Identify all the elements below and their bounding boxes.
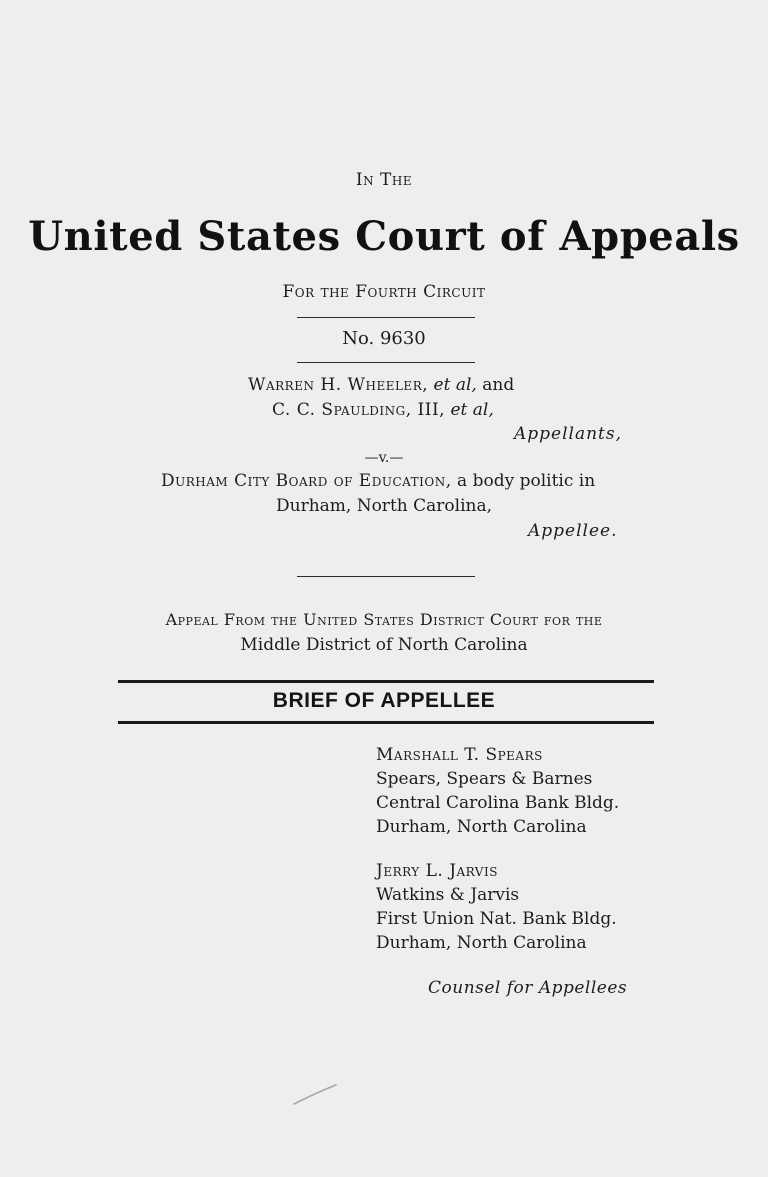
appellee-line-1 bbox=[161, 471, 595, 491]
brief-title: BRIEF OF APPELLEE bbox=[272, 689, 496, 712]
divider-upper bbox=[297, 317, 475, 318]
appellee-description: a body politic in bbox=[457, 471, 596, 491]
brief-rule-top bbox=[118, 680, 654, 683]
and-word: and bbox=[482, 375, 515, 395]
counsel-2-firm: Watkins & Jarvis bbox=[376, 885, 520, 905]
appellants-label: Appellants, bbox=[514, 424, 623, 444]
versus: —v.— bbox=[364, 450, 404, 466]
counsel-label: Counsel for Appellees bbox=[428, 978, 628, 998]
counsel-1-name: Marshall T. Spears bbox=[376, 745, 543, 765]
et-al-1: et al, bbox=[433, 375, 477, 395]
counsel-1-firm: Spears, Spears & Barnes bbox=[376, 769, 593, 789]
divider-middle bbox=[297, 576, 475, 577]
counsel-1-building: Central Carolina Bank Bldg. bbox=[376, 793, 620, 813]
appellee-label: Appellee. bbox=[528, 521, 618, 541]
brief-rule-bottom bbox=[118, 721, 654, 724]
pencil-mark bbox=[292, 1082, 338, 1106]
counsel-2-building: First Union Nat. Bank Bldg. bbox=[376, 909, 617, 929]
appellant-name-1: Warren H. Wheeler, bbox=[248, 375, 429, 395]
in-the-heading: In The bbox=[355, 170, 413, 190]
appellant-name-2: C. C. Spaulding, III, bbox=[272, 400, 446, 420]
appeal-line-1: Appeal From the United States District Court for the bbox=[165, 610, 603, 629]
divider-lower bbox=[297, 362, 475, 363]
et-al-2: et al, bbox=[450, 400, 494, 420]
court-name-title: United States Court of Appeals bbox=[28, 213, 740, 260]
appellee-line-2: Durham, North Carolina, bbox=[275, 496, 492, 516]
case-number: No. 9630 bbox=[342, 328, 426, 349]
counsel-2-city: Durham, North Carolina bbox=[376, 933, 587, 953]
circuit-heading: For the Fourth Circuit bbox=[282, 282, 486, 302]
appellee-name: Durham City Board of Education, bbox=[161, 471, 452, 491]
appellants-line-1 bbox=[248, 375, 514, 395]
counsel-1-city: Durham, North Carolina bbox=[376, 817, 587, 837]
counsel-2-name: Jerry L. Jarvis bbox=[376, 861, 498, 881]
appeal-line-2: Middle District of North Carolina bbox=[240, 635, 528, 655]
appellants-line-2 bbox=[272, 400, 494, 420]
